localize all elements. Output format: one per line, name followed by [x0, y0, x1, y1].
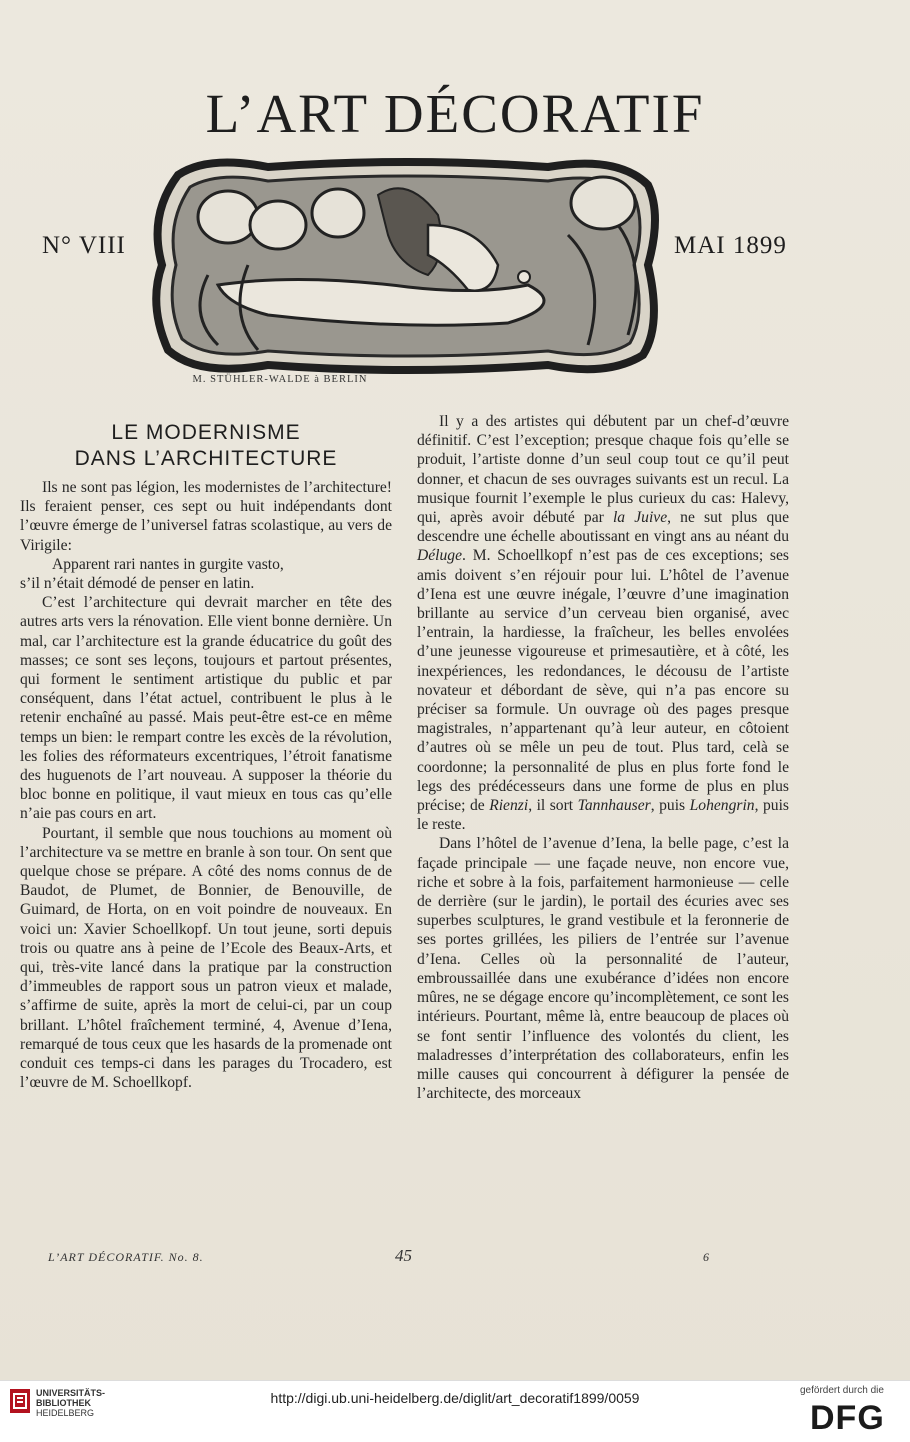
library-line: UNIVERSITÄTS- [36, 1388, 106, 1398]
paragraph: C’est l’architecture qui devrait marcher en tête des autres arts vers la rénovation. Elle vient bonne dernière. Un mal, car l’architecture est la grande éducatrice du goût des masses; ce sont ses leçons, toujours et partout présentes, qui forment le sentiment artistique du public et par conséquent, dans l’état actuel, contribuent le plus à le retenir enchaîné au passé. Mais peut-être est-ce en même temps un bien: le rempart contre les excès de la révolution, les folies des réformateurs excentriques, l’étroit fanatisme des huguenots de l’art nouveau. A supposer la théorie du bloc bonne en politique, il vaut mieux en tous cas qu’elle n’aie pas cours en art. [20, 594, 392, 823]
latin-verse: Apparent rari nantes in gurgite vasto, [52, 555, 284, 573]
work-title: Lohengrin [689, 797, 755, 815]
article-title-line-2: DANS L’ARCHITECTURE [74, 447, 338, 470]
right-column [417, 412, 789, 1103]
digitization-bar [0, 1380, 910, 1442]
paragraph: Pourtant, il semble que nous touchions au moment où l’architecture va se mettre en branle à son tour. On sent que quelque chose se prépare. A côté des noms connus de de Baudot, de Plumet, de Bonnier, de Benouville, de Guimard, de Horta, on en voit poindre de nouveaux. En voici un: Xavier Schoellkopf. Un tout jeune, sorti depuis trois ou quatre ans à peine de l’Ecole des Beaux-Arts, et qui, très-vite lancé dans la pratique par la construction d’immeubles de rapport sous un patron vieux et malade, s’affirme de suite, après la mort de celui-ci, par un coup brillant. L’hôtel fraîchement terminé, 4, Avenue d’Iena, remarqué de tous ceux que les hasards de la promenade ont conduit ces temps-ci dans les parages du Trocadero, est l’œuvre de M. Schoellkopf. [20, 824, 392, 1092]
art-nouveau-vignette [148, 155, 662, 377]
work-title: Tannhauser [577, 797, 651, 815]
masthead-title: L’ART DÉCORATIF [205, 83, 705, 144]
library-line: HEIDELBERG [36, 1408, 95, 1418]
work-title: Déluge [417, 547, 463, 565]
text-run: , il sort [528, 797, 578, 815]
text-run: . M. Schoellkopf n’est pas de ces exceptions; ses amis doivent s’en réjouir pour lui. L’hôtel de l’avenue d’Iena est une œuvre inégale, l’œuvre d’une imagination brillante au service d’un cerveau bien organisé, avec l’entrain, la hardiesse, la fraîcheur, les belles envolées d’une jeunesse vigoureuse et primesautière, et à côté, les inexpériences, les redondances, le décousu de l’artiste novateur et débordant de sève, qui n’a pas encore su préciser sa formule. Un ouvrage où des pages presque magistrales, n’appartenant qu’à leur auteur, en côtoient d’autres où se mêle un peu de tout. Plus tard, celà se coordonne; la personnalité de plus en plus forte fond le legs des prédécesseurs dans une forme de plus en plus précise; de [417, 547, 789, 815]
left-column [20, 420, 392, 1093]
paragraph: Dans l’hôtel de l’avenue d’Iena, la belle page, c’est la façade principale — une façade neuve, non encore vue, riche et sobre à la fois, parfaitement harmonieuse — celle de derrière (sur le jardin), le portail des écuries avec ses superbes sculptures, le grand vestibule et la feronnerie de ses portes grillées, les piliers de l’entrée sur l’avenue d’Iena. Celles où la personnalité de l’auteur, embroussaillée dans une exubérance d’idées non encore mûres, ne se dégage encore qu’incomplètement, ce sont les intérieurs. Pourtant, même là, entre beaucoup de places où se font sentir l’influence des volontés du client, les maladresses d’interprétation des collaborateurs, enfin les mille causes qui concourrent à défigurer la pensée de l’architecte, des morceaux [417, 835, 789, 1103]
work-title: la Juive [612, 509, 668, 527]
text-run: , puis le reste. [417, 797, 789, 834]
funding-note: gefördert durch die [800, 1385, 884, 1396]
permalink-url[interactable]: http://digi.ub.uni-heidelberg.de/diglit/art_decoratif1899/0059 [270, 1390, 640, 1406]
dfg-logo: DFG [810, 1399, 885, 1437]
text-run: , puis [650, 797, 690, 815]
issue-number: N° VIII [42, 232, 126, 259]
article-title-line-1: LE MODERNISME [111, 421, 301, 444]
signature-mark: 6 [703, 1250, 709, 1264]
library-line: BIBLIOTHEK [36, 1398, 91, 1408]
illustration-credit: M. STÜHLER-WALDE à BERLIN [192, 374, 368, 385]
paragraph [417, 412, 789, 834]
article-title [20, 420, 392, 472]
work-title: Rienzi [489, 797, 529, 815]
paragraph: s’il n’était démodé de penser en latin. [20, 575, 255, 593]
paragraph: Ils ne sont pas légion, les modernistes de l’architecture! Ils feraient penser, ces sept ou huit indépendants dont l’œuvre émerge de l’universel fatras scolastique, au vers de Virigile: [20, 479, 392, 554]
issue-date: MAI 1899 [674, 232, 787, 259]
text-run: , ne sut plus que descendre une échelle aboutissant en vingt ans au néant du [417, 509, 790, 546]
text-run: Il y a des artistes qui débutent par un chef-d’œuvre définitif. C’est l’exception; presque chaque fois qu’elle se produit, l’artiste donne d’un seul coup tout ce qu’il peut donner, et chacun de ses ouvrages suivants est un recul. La musique fournit l’exemple le plus curieux du cas: Halevy, qui, après avoir débuté par [417, 413, 789, 527]
running-footer-title: L’ART DÉCORATIF. No. 8. [48, 1250, 204, 1264]
page-number: 45 [395, 1246, 412, 1265]
